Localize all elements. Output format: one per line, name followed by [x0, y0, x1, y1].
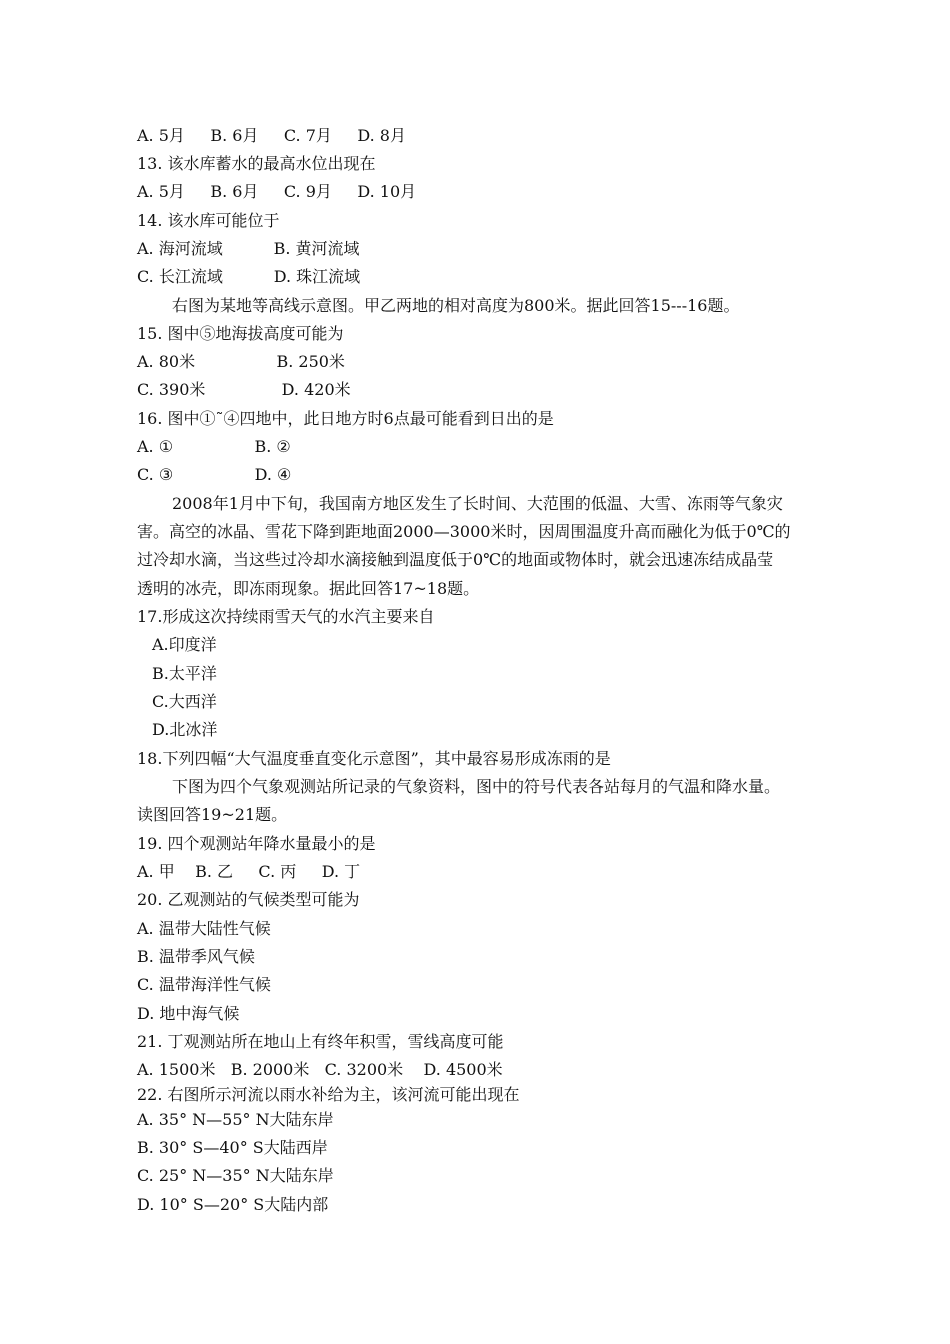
q22-option-c: C. 25° N—35° N大陆东岸 [137, 1166, 334, 1185]
q20-option-a: A. 温带大陆性气候 [137, 919, 271, 938]
q15-options-ab: A. 80米 B. 250米 [137, 352, 345, 371]
q19-stem: 19. 四个观测站年降水量最小的是 [137, 834, 376, 853]
freezing-rain-para-3: 过冷却水滴，当这些过冷却水滴接触到温度低于0℃的地面或物体时，就会迅速冻结成晶莹 [137, 550, 774, 569]
q20-option-d: D. 地中海气候 [137, 1004, 240, 1023]
q16-options-cd: C. ③ D. ④ [137, 465, 292, 484]
q17-option-b: B.太平洋 [152, 664, 217, 683]
q20-stem: 20. 乙观测站的气候类型可能为 [137, 890, 360, 909]
freezing-rain-para-2: 害。高空的冰晶、雪花下降到距地面2000—3000米时，因周围温度升高而融化为低于0℃的 [137, 522, 791, 541]
q22-option-b: B. 30° S—40° S大陆西岸 [137, 1138, 328, 1157]
q17-option-c: C.大西洋 [152, 692, 217, 711]
q14-stem: 14. 该水库可能位于 [137, 211, 280, 230]
q16-stem: 16. 图中①˜④四地中，此日地方时6点最可能看到日出的是 [137, 409, 554, 428]
q19-options: A. 甲 B. 乙 C. 丙 D. 丁 [137, 862, 361, 881]
q17-option-d: D.北冰洋 [152, 720, 218, 739]
q21-stem: 21. 丁观测站所在地山上有终年积雪，雪线高度可能 [137, 1032, 504, 1051]
q22-option-a: A. 35° N—55° N大陆东岸 [137, 1110, 334, 1129]
climate-intro-2: 读图回答19~21题。 [137, 805, 288, 824]
q22-option-d: D. 10° S—20° S大陆内部 [137, 1195, 329, 1214]
q17-option-a: A.印度洋 [152, 635, 217, 654]
freezing-rain-para-1: 2008年1月中下旬，我国南方地区发生了长时间、大范围的低温、大雪、冻雨等气象灾 [172, 494, 783, 513]
contour-intro: 右图为某地等高线示意图。甲乙两地的相对高度为800米。据此回答15---16题。 [172, 296, 740, 315]
q22-stem: 22. 右图所示河流以雨水补给为主，该河流可能出现在 [137, 1085, 520, 1104]
freezing-rain-para-4: 透明的冰壳，即冻雨现象。据此回答17~18题。 [137, 579, 480, 598]
q20-option-b: B. 温带季风气候 [137, 947, 255, 966]
q14-options-cd: C. 长江流域 D. 珠江流域 [137, 267, 361, 286]
q15-options-cd: C. 390米 D. 420米 [137, 380, 351, 399]
climate-intro-1: 下图为四个气象观测站所记录的气象资料，图中的符号代表各站每月的气温和降水量。 [172, 777, 781, 796]
q17-stem: 17.形成这次持续雨雪天气的水汽主要来自 [137, 607, 435, 626]
q14-options-ab: A. 海河流域 B. 黄河流域 [137, 239, 360, 258]
q20-option-c: C. 温带海洋性气候 [137, 975, 271, 994]
q16-options-ab: A. ① B. ② [137, 437, 291, 456]
q21-options: A. 1500米 B. 2000米 C. 3200米 D. 4500米 [137, 1060, 503, 1079]
q13-options: A. 5月 B. 6月 C. 9月 D. 10月 [137, 182, 417, 201]
q18-stem: 18.下列四幅“大气温度垂直变化示意图”，其中最容易形成冻雨的是 [137, 749, 611, 768]
q12-options: A. 5月 B. 6月 C. 7月 D. 8月 [137, 126, 406, 145]
q13-stem: 13. 该水库蓄水的最高水位出现在 [137, 154, 376, 173]
q15-stem: 15. 图中⑤地海拔高度可能为 [137, 324, 344, 343]
